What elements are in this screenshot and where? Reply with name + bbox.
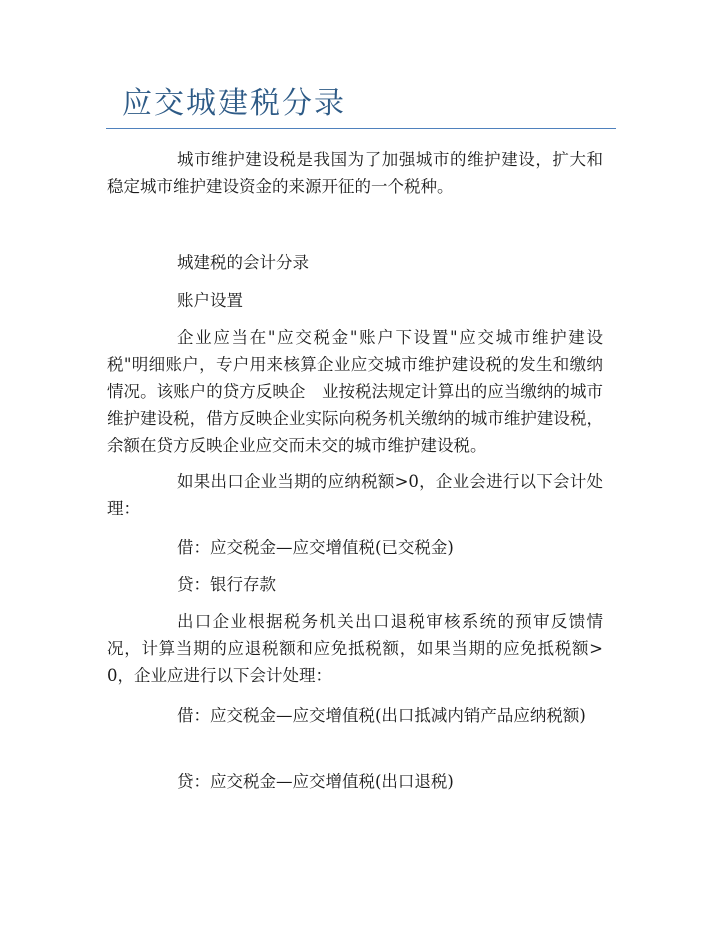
page-title: 应交城建税分录: [122, 86, 346, 121]
title-underline: [106, 128, 616, 129]
paragraph-export-refund: 出口企业根据税务机关出口退税审核系统的预审反馈情况，计算当期的应退税额和应免抵税额，如果当期的应免抵税额>0，企业应进行以下会计处理：: [107, 612, 603, 685]
section-heading-account-setup: 账户设置: [177, 291, 243, 310]
journal-entry-debit-1: 借：应交税金—应交增值税(已交税金): [177, 538, 454, 557]
journal-entry-debit-2: 借：应交税金—应交增值税(出口抵减内销产品应纳税额): [177, 706, 586, 725]
paragraph-account-setup: 企业应当在"应交税金"账户下设置"应交城市维护建设税"明细账户，专户用来核算企业应交城市维护建设税的发生和缴纳情况。该账户的贷方反映企 业按税法规定计算出的应当缴纳的城市维护建设税，借方反映企业实际向税务机关缴纳的城市维护建设税，余额在贷方反映企业应交而未交的城市维护建设税。: [107, 328, 603, 455]
paragraph-intro: 城市维护建设税是我国为了加强城市的维护建设，扩大和稳定城市维护建设资金的来源开征的一个税种。: [107, 150, 603, 196]
paragraph-export-condition: 如果出口企业当期的应纳税额>0，企业会进行以下会计处理：: [107, 472, 603, 518]
journal-entry-credit-1: 贷：银行存款: [177, 575, 276, 594]
section-heading-accounting: 城建税的会计分录: [177, 253, 309, 272]
journal-entry-credit-2: 贷：应交税金—应交增值税(出口退税): [177, 772, 454, 791]
